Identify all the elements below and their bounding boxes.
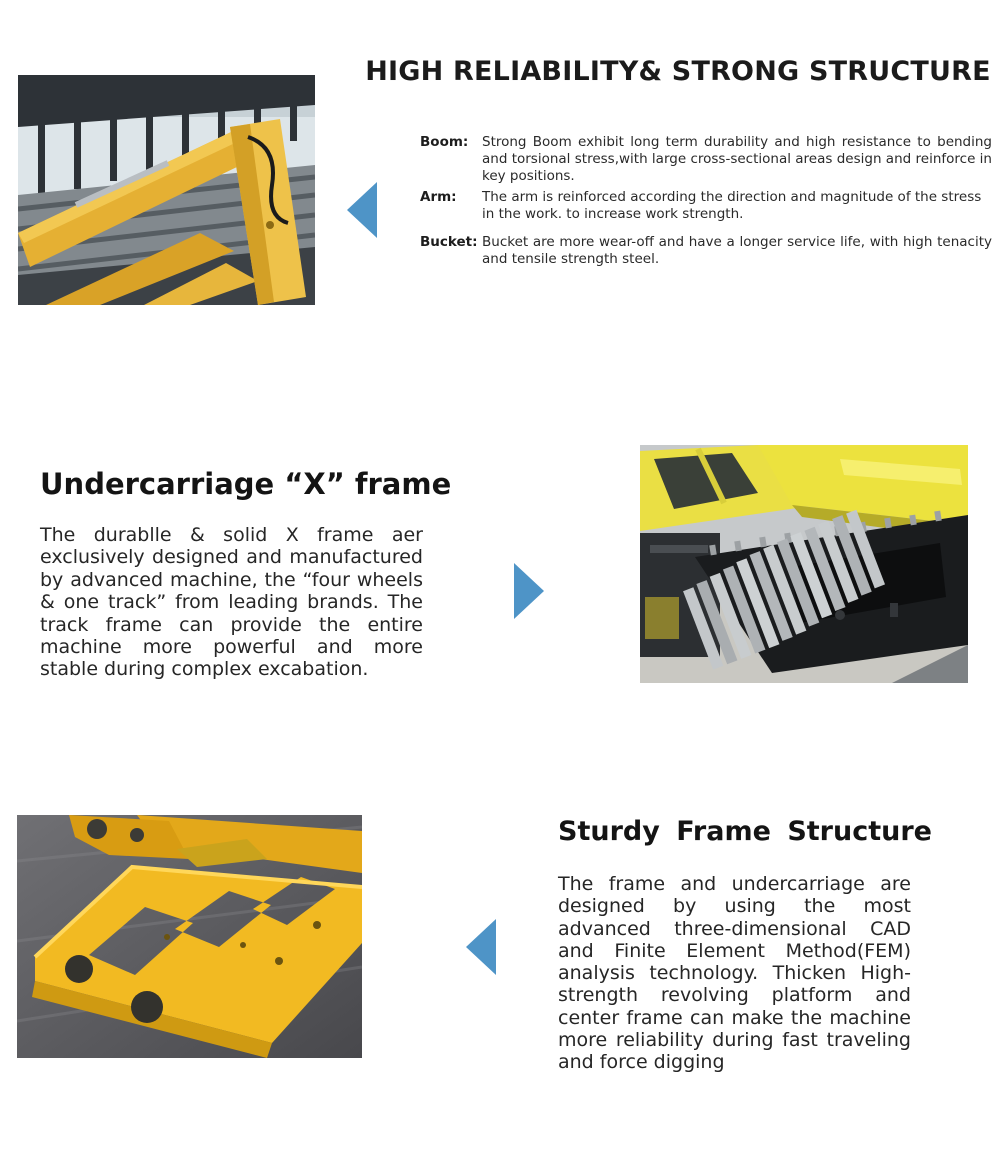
arrow-left-icon — [347, 182, 377, 238]
undercarriage-photo — [640, 445, 968, 683]
spec-label-boom: Boom: — [420, 134, 469, 150]
platform-frame-photo — [17, 815, 362, 1058]
arrow-right-icon — [514, 563, 544, 619]
frame-paragraph: The frame and undercarriage are designed by using the most advanced three-dimensional CAD and Finite Element Method(FEM) analysis technology. Thicken High-strength revolving platform and center frame can make the machine more reliability during fast traveling and force digging — [558, 873, 911, 1074]
excavator-booms-photo — [18, 75, 315, 305]
spec-text-bucket: Bucket are more wear-off and have a longer service life, with high tenacity and tensile strength steel. — [482, 234, 992, 267]
undercarriage-paragraph: The durablle & solid X frame aer exclusively designed and manufactured by advanced machine, the “four wheels & one track” from leading brands. The track frame can provide the entire machine more powerful and more stable during complex excabation. — [40, 524, 423, 681]
spec-label-bucket: Bucket: — [420, 234, 478, 250]
arrow-left-icon — [466, 919, 496, 975]
spec-row-bucket — [420, 234, 992, 268]
spec-text-boom: Strong Boom exhibit long term durability and high resistance to bending and torsional stress,with large cross-sectional areas design and reinforce in key positions. — [482, 134, 992, 184]
spec-text-arm: The arm is reinforced according the direction and magnitude of the stress in the work. to increase work strength. — [482, 189, 982, 222]
undercarriage-heading: Undercarriage “X” frame — [40, 467, 452, 501]
spec-row-boom — [420, 134, 992, 185]
spec-label-arm: Arm: — [420, 189, 457, 205]
spec-row-arm — [420, 189, 992, 223]
spec-list — [420, 134, 992, 272]
page-title: HIGH RELIABILITY& STRONG STRUCTURE — [365, 56, 991, 87]
frame-heading: Sturdy Frame Structure — [558, 816, 932, 847]
